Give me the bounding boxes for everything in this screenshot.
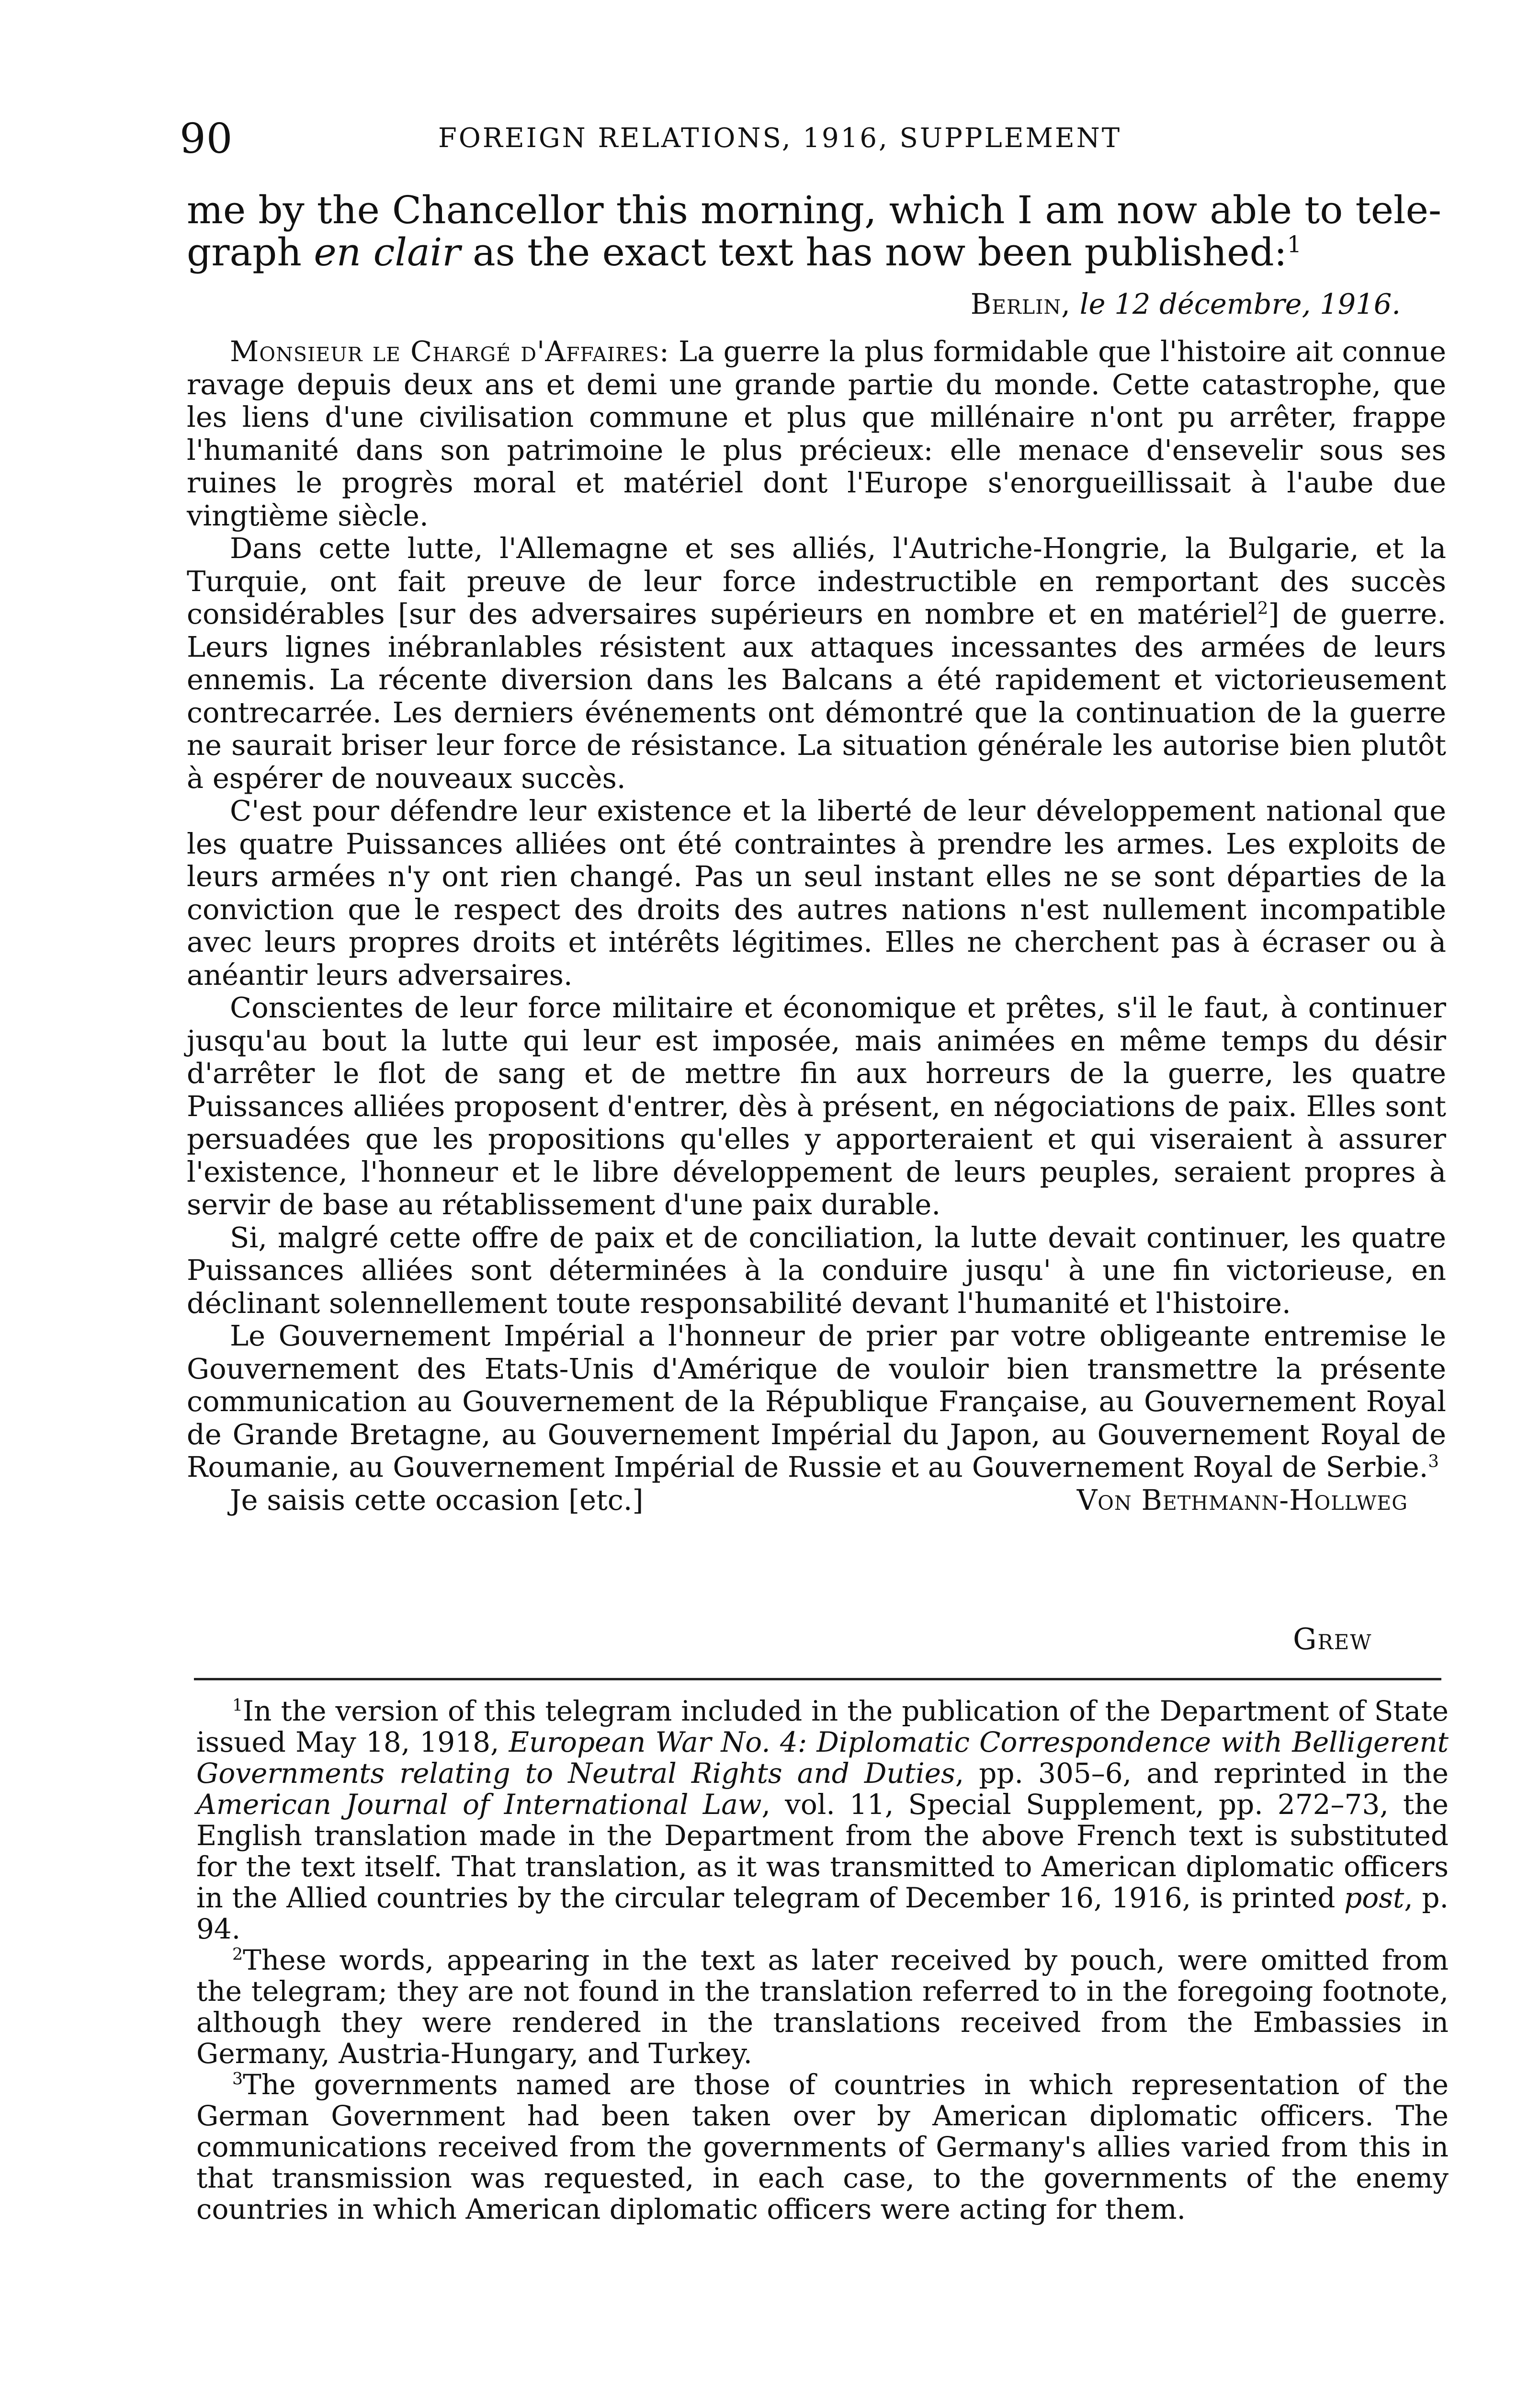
footnote-ref-2[interactable]: 2 <box>1257 598 1268 618</box>
footnote-ref-3[interactable]: 3 <box>1428 1451 1439 1471</box>
footnote-1-title-a: European War No. 4: Diplomatic Correspondence with Belligerent Governments relating to Neutral Rights and Duties <box>196 1726 1449 1790</box>
telegram-intro <box>187 189 1441 274</box>
dateline-place: Berlin, <box>970 287 1071 320</box>
paragraph-2-text-b: ] de guerre. Leurs lignes inébranlables résistent aux attaques incessantes des armées de leurs ennemis. La récente diversion dans les Balcans a été rapidement et victorieusement contrecarrée. Les derniers événements ont démontré que la continuation de la guerre ne saurait briser leur force de résistance. La situation générale les autorise bien plutôt à espérer de nouveaux succès. <box>187 597 1446 795</box>
intro-italic: en clair <box>314 230 461 274</box>
paragraph-2-text-a: Dans cette lutte, l'Allemagne et ses alliés, l'Autriche-Hongrie, la Bulgarie, et la Turquie, ont fait preuve de leur force indestructible en remportant des succès considérables [sur des adversaires supérieurs en nombre et en matériel <box>187 532 1446 630</box>
footnote-1-title-b: American Journal of International Law <box>196 1788 762 1821</box>
footnote-ref-1[interactable]: 1 <box>1287 231 1302 258</box>
running-title: FOREIGN RELATIONS, 1916, SUPPLEMENT <box>438 123 1122 154</box>
letter-paragraph-6 <box>187 1320 1446 1484</box>
closing-row <box>187 1484 1446 1517</box>
letter-paragraph-2 <box>187 532 1446 795</box>
footnote-1-text-c: , vol. 11, Special Supplement, pp. 272–73, the English translation made in the Department from the above French text is substituted for the text itself. That translation, as it was transmitted to American diplomatic officers in the Allied countries by the circular telegram of December 16, 1916, is printed <box>196 1788 1449 1914</box>
footnote-1-post: post <box>1344 1882 1404 1914</box>
letter-paragraph-4: Conscientes de leur force militaire et économique et prêtes, s'il le faut, à continuer jusqu'au bout la lutte qui leur est imposée, mais animées en même temps du désir d'arrêter le flot de sang et de mettre fin aux horreurs de la guerre, les quatre Puissances alliées proposent d'entrer, dès à présent, en négociations de paix. Elles sont persuadées que les propositions qu'elles y apporteraient et qui viseraient à assurer l'existence, l'honneur et le libre développement de leurs peuples, seraient propres à servir de base au rétablissement d'une paix durable. <box>187 991 1446 1221</box>
salutation: Monsieur le Chargé d'Affaires: <box>230 335 669 368</box>
footnote-1 <box>196 1696 1449 1945</box>
footnote-2-text: These words, appearing in the text as later received by pouch, were omitted from the telegram; they are not found in the translation referred to in the foregoing footnote, although they were rendered in the translations received from the Embassies in Germany, Austria-Hungary, and Turkey. <box>196 1944 1449 2070</box>
paragraph-1-text: La guerre la plus formidable que l'histoire ait connue ravage depuis deux ans et demi une grande partie du monde. Cette catastrophe, que les liens d'une civilisation commune et plus que millénaire n'ont pu arrêter, frappe l'humanité dans son patrimoine le plus précieux: elle menace d'ensevelir sous ses ruines le progrès moral et matériel dont l'Europe s'enorgueillissait à l'aube due vingtième siècle. <box>187 335 1446 532</box>
footnote-1-mark: 1 <box>232 1696 243 1715</box>
intro-text-1: me by the Chancellor this morning, which I am now able to telegraph <box>187 188 1441 274</box>
dateline-date: le 12 décembre, 1916. <box>1070 287 1401 320</box>
page-header <box>180 115 1444 168</box>
footnote-3-text: The governments named are those of countries in which representation of the German Government had been taken over by American diplomatic officers. The communications received from the governments of Germany's allies varied from this in that transmission was requested, in each case, to the governments of the enemy countries in which American diplomatic officers were acting for them. <box>196 2068 1449 2225</box>
letter-paragraph-1 <box>187 335 1446 532</box>
dateline <box>910 287 1401 320</box>
sender-name: Grew <box>1293 1621 1372 1656</box>
footnotes <box>196 1696 1449 2225</box>
signature: Von Bethmann-Hollweg <box>1076 1483 1408 1517</box>
footnote-3-mark: 3 <box>232 2069 243 2089</box>
letter-paragraph-3: C'est pour défendre leur existence et la liberté de leur développement national que les quatre Puissances alliées ont été contraintes à prendre les armes. Les exploits de leurs armées n'y ont rien changé. Pas un seul instant elles ne se sont départies de la conviction que le respect des droits des autres nations n'est nullement incompatible avec leurs propres droits et intérêts légitimes. Elles ne cherchent pas à écraser ou à anéantir leurs adversaires. <box>187 794 1446 992</box>
intro-text-2: as the exact text has now been published: <box>460 230 1287 274</box>
footnote-divider <box>194 1678 1441 1680</box>
footnote-2-mark: 2 <box>232 1945 243 1964</box>
letter-body <box>187 335 1446 1517</box>
footnote-2 <box>196 1945 1449 2069</box>
page-number: 90 <box>180 115 233 163</box>
footnote-1-text-b: , pp. 305–6, and reprinted in the <box>955 1757 1449 1790</box>
footnote-1-text-d: , p. 94. <box>196 1882 1449 1945</box>
closing-formula: Je saisis cette occasion [etc.] <box>230 1483 644 1517</box>
letter-paragraph-5: Si, malgré cette offre de paix et de conciliation, la lutte devait continuer, les quatre Puissances alliées sont déterminées à la conduire jusqu' à une fin victorieuse, en déclinant solennellement toute responsabilité devant l'humanité et l'histoire. <box>187 1220 1446 1320</box>
footnote-1-text-a: In the version of this telegram included in the publication of the Department of State issued May 18, 1918, <box>196 1695 1449 1758</box>
footnote-3 <box>196 2069 1449 2225</box>
paragraph-6-text: Le Gouvernement Impérial a l'honneur de prier par votre obligeante entremise le Gouvernement des Etats-Unis d'Amérique de vouloir bien transmettre la présente communication au Gouvernement de la République Française, au Gouvernement Royal de Grande Bretagne, au Gouvernement Impérial du Japon, au Gouvernement Royal de Roumanie, au Gouvernement Impérial de Russie et au Gouvernement Royal de Serbie. <box>187 1319 1446 1483</box>
